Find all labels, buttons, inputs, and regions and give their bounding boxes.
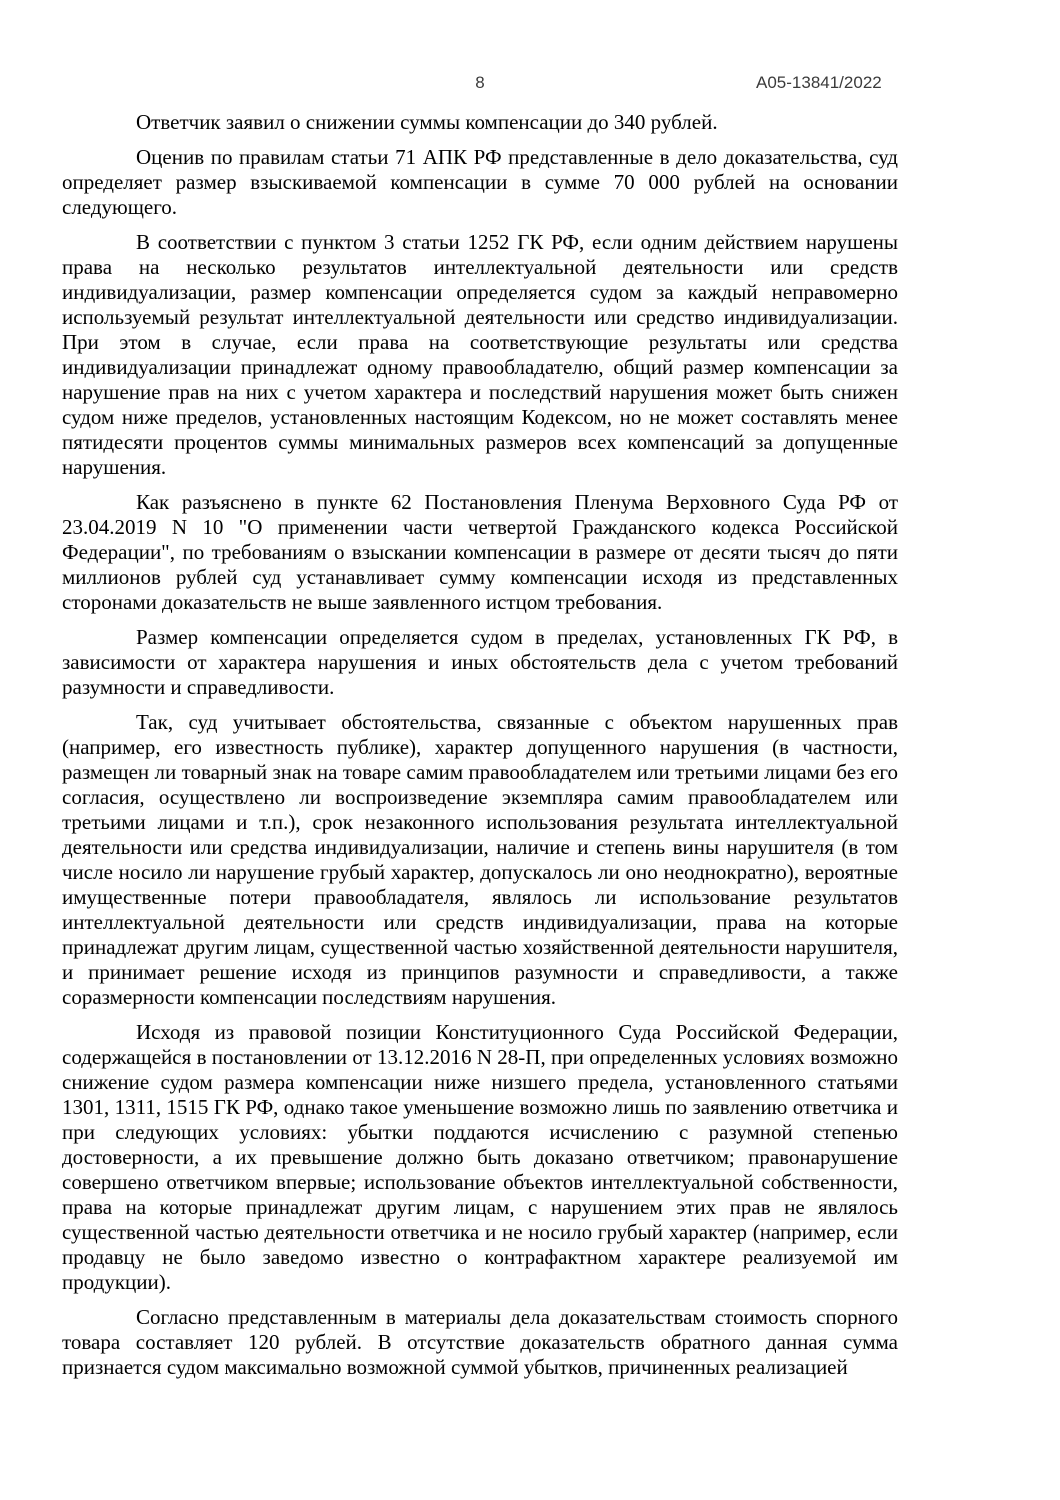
paragraph: Согласно представленным в материалы дела доказательствам стоимость спорного товара составляет 120 рублей. В отсутствие доказательств обратного данная сумма признается судом максимально возможной суммой убытков, причиненных реализацией	[62, 1305, 898, 1379]
paragraph: Оценив по правилам статьи 71 АПК РФ представленные в дело доказательства, суд определяет размер взыскиваемой компенсации в сумме 70 000 рублей на основании следующего.	[62, 145, 898, 219]
case-number: А05-13841/2022	[756, 73, 882, 92]
paragraph: Исходя из правовой позиции Конституционного Суда Российской Федерации, содержащейся в постановлении от 13.12.2016 N 28-П, при определенных условиях возможно снижение судом размера компенсации ниже низшего предела, установленного статьями 1301, 1311, 1515 ГК РФ, однако такое уменьшение возможно лишь по заявлению ответчика и при следующих условиях: убытки поддаются исчислению с разумной степенью достоверности, а их превышение должно быть доказано ответчиком; правонарушение совершено ответчиком впервые; использование объектов интеллектуальной собственности, права на которые принадлежат другим лицам, с нарушением этих прав не являлось существенной частью деятельности ответчика и не носило грубый характер (например, если продавцу не было заведомо известно о контрафактном характере реализуемой им продукции).	[62, 1020, 898, 1294]
paragraph: Как разъяснено в пункте 62 Постановления Пленума Верховного Суда РФ от 23.04.2019 N 10 "О применении части четвертой Гражданского кодекса Российской Федерации", по требованиям о взыскании компенсации в размере от десяти тысяч до пяти миллионов рублей суд устанавливает сумму компенсации исходя из представленных сторонами доказательств не выше заявленного истцом требования.	[62, 490, 898, 614]
paragraph: Так, суд учитывает обстоятельства, связанные с объектом нарушенных прав (например, его известность публике), характер допущенного нарушения (в частности, размещен ли товарный знак на товаре самим правообладателем или третьими лицами без его согласия, осуществлено ли воспроизведение экземпляра самим правообладателем или третьими лицами и т.п.), срок незаконного использования результата интеллектуальной деятельности или средства индивидуализации, наличие и степень вины нарушителя (в том числе носило ли нарушение грубый характер, допускалось ли оно неоднократно), вероятные имущественные потери правообладателя, являлось ли использование результатов интеллектуальной деятельности или средств индивидуализации, права на которые принадлежат другим лицам, существенной частью хозяйственной деятельности нарушителя, и принимает решение исходя из принципов разумности и справедливости, а также соразмерности компенсации последствиям нарушения.	[62, 710, 898, 1009]
paragraph: Ответчик заявил о снижении суммы компенсации до 340 рублей.	[136, 110, 718, 134]
page-number: 8	[475, 73, 485, 92]
document-body	[62, 110, 898, 1380]
page-header	[62, 73, 898, 95]
paragraph: В соответствии с пунктом 3 статьи 1252 ГК РФ, если одним действием нарушены права на несколько результатов интеллектуальной деятельности или средств индивидуализации, размер компенсации определяется судом за каждый неправомерно используемый результат интеллектуальной деятельности или средство индивидуализации. При этом в случае, если права на соответствующие результаты или средства индивидуализации принадлежат одному правообладателю, общий размер компенсации за нарушение прав на них с учетом характера и последствий нарушения может быть снижен судом ниже пределов, установленных настоящим Кодексом, но не может составлять менее пятидесяти процентов суммы минимальных размеров всех компенсаций за допущенные нарушения.	[62, 230, 898, 479]
paragraph: Размер компенсации определяется судом в пределах, установленных ГК РФ, в зависимости от характера нарушения и иных обстоятельств дела с учетом требований разумности и справедливости.	[62, 625, 898, 699]
